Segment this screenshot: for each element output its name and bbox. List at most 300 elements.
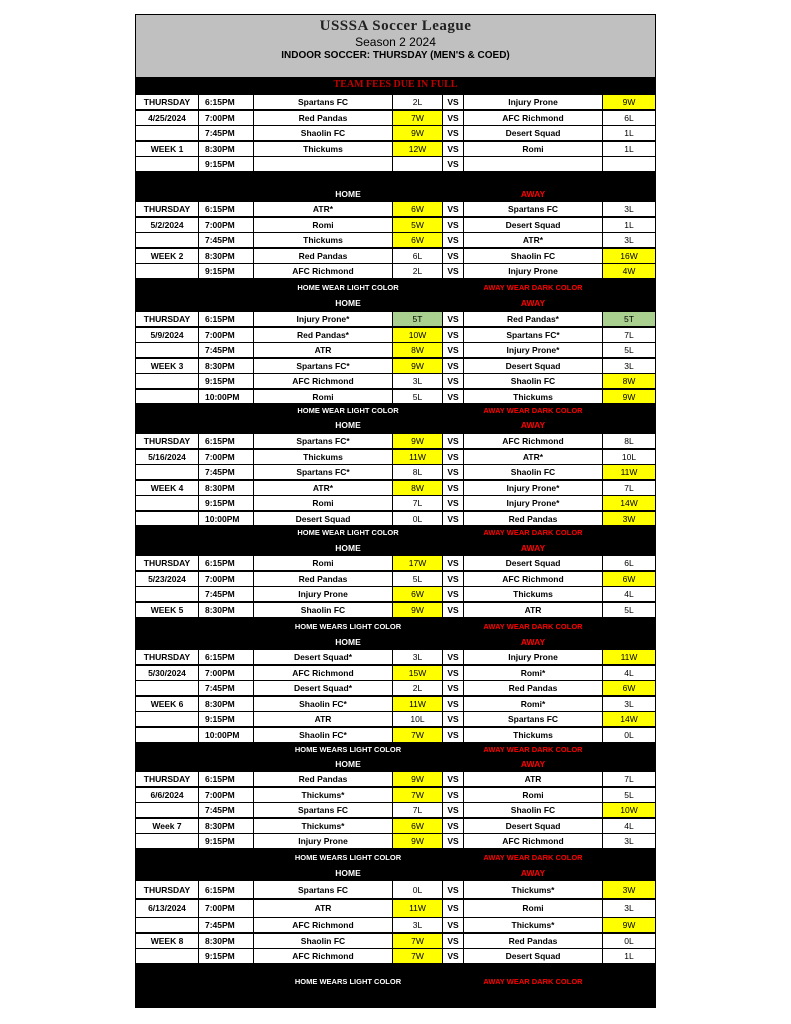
home-team: Spartans FC <box>254 803 392 817</box>
game-time: 8:30PM <box>199 249 253 263</box>
game-time: 7:00PM <box>199 111 253 125</box>
home-team: Spartans FC <box>254 95 392 109</box>
vs-label: VS <box>443 343 463 357</box>
week-info-cell <box>136 949 198 963</box>
vs-label: VS <box>443 681 463 695</box>
week-info-cell <box>136 512 198 526</box>
away-score: 5L <box>603 603 655 617</box>
week-info-cell <box>136 126 198 140</box>
game-row <box>136 481 655 495</box>
away-team: Desert Squad <box>464 218 602 232</box>
home-away-header-left: HOME <box>335 868 361 878</box>
home-away-header-left: HOME <box>335 543 361 553</box>
game-time: 6:15PM <box>199 772 253 786</box>
game-row <box>136 95 655 109</box>
vs-label: VS <box>443 126 463 140</box>
away-team: Injury Prone* <box>464 481 602 495</box>
game-time: 6:15PM <box>199 202 253 216</box>
game-row <box>136 465 655 479</box>
week-week: WEEK 4 <box>136 481 198 495</box>
home-score: 9W <box>393 126 442 140</box>
game-row <box>136 712 655 726</box>
week-week: WEEK 1 <box>136 142 198 156</box>
home-score: 6L <box>393 249 442 263</box>
vs-label: VS <box>443 249 463 263</box>
home-away-header <box>136 866 655 880</box>
game-row <box>136 681 655 695</box>
away-team: Red Pandas* <box>464 312 602 326</box>
color-note-band <box>136 280 655 294</box>
home-score: 8L <box>393 465 442 479</box>
home-team: Desert Squad* <box>254 681 392 695</box>
week-day: THURSDAY <box>136 650 198 664</box>
color-note-band-right: AWAY WEAR DARK COLOR <box>483 976 583 986</box>
vs-label: VS <box>443 556 463 570</box>
week-info-cell <box>136 465 198 479</box>
away-team: Shaolin FC <box>464 374 602 388</box>
away-score: 3W <box>603 881 655 898</box>
league-title: USSSA Soccer League <box>319 18 472 34</box>
game-time: 8:30PM <box>199 142 253 156</box>
vs-label: VS <box>443 202 463 216</box>
away-score: 4L <box>603 819 655 833</box>
away-score: 0L <box>603 728 655 742</box>
color-note-band-right: AWAY WEAR DARK COLOR <box>483 852 583 862</box>
home-score: 11W <box>393 900 442 917</box>
away-team: AFC Richmond <box>464 572 602 586</box>
home-team: Romi <box>254 556 392 570</box>
game-time: 7:45PM <box>199 233 253 247</box>
vs-label: VS <box>443 359 463 373</box>
away-score: 3L <box>603 233 655 247</box>
away-team: Desert Squad <box>464 359 602 373</box>
game-time: 9:15PM <box>199 496 253 510</box>
away-score: 9W <box>603 918 655 932</box>
vs-label: VS <box>443 218 463 232</box>
color-note-band-right: AWAY WEAR DARK COLOR <box>483 527 583 537</box>
game-row <box>136 233 655 247</box>
vs-label: VS <box>443 142 463 156</box>
away-team: Injury Prone <box>464 264 602 278</box>
away-team: Romi* <box>464 666 602 680</box>
week-info-cell <box>136 496 198 510</box>
game-time: 9:15PM <box>199 834 253 848</box>
game-row <box>136 374 655 388</box>
week-date: 5/2/2024 <box>136 218 198 232</box>
game-time: 9:15PM <box>199 949 253 963</box>
home-team: Thickums <box>254 142 392 156</box>
game-row <box>136 512 655 526</box>
week-week: Week 7 <box>136 819 198 833</box>
game-row <box>136 496 655 510</box>
game-row <box>136 111 655 125</box>
away-team: Desert Squad <box>464 819 602 833</box>
home-team: Desert Squad <box>254 512 392 526</box>
game-row <box>136 803 655 817</box>
game-row <box>136 834 655 848</box>
game-row <box>136 666 655 680</box>
game-row <box>136 572 655 586</box>
away-score: 6W <box>603 681 655 695</box>
away-team: Red Pandas <box>464 934 602 948</box>
home-score <box>393 157 442 171</box>
away-team: Injury Prone <box>464 650 602 664</box>
away-team: ATR <box>464 603 602 617</box>
color-note-band-left: HOME WEAR LIGHT COLOR <box>297 527 399 537</box>
vs-label: VS <box>443 264 463 278</box>
game-time: 6:15PM <box>199 434 253 448</box>
away-team: Thickums* <box>464 881 602 898</box>
vs-label: VS <box>443 312 463 326</box>
game-row <box>136 218 655 232</box>
home-score: 6W <box>393 202 442 216</box>
home-team: Thickums* <box>254 788 392 802</box>
game-row <box>136 819 655 833</box>
vs-label: VS <box>443 728 463 742</box>
home-score: 9W <box>393 434 442 448</box>
home-away-header <box>136 757 655 771</box>
away-team: Desert Squad <box>464 126 602 140</box>
week-day: THURSDAY <box>136 312 198 326</box>
game-time: 6:15PM <box>199 650 253 664</box>
home-score: 8W <box>393 481 442 495</box>
away-score: 5L <box>603 788 655 802</box>
week-info-cell <box>136 728 198 742</box>
home-team: ATR <box>254 900 392 917</box>
game-time: 8:30PM <box>199 359 253 373</box>
home-away-header-right: AWAY <box>520 637 546 647</box>
vs-label: VS <box>443 512 463 526</box>
home-away-header-left: HOME <box>335 637 361 647</box>
color-note-band-left: HOME WEARS LIGHT COLOR <box>294 744 402 754</box>
home-team: Spartans FC* <box>254 359 392 373</box>
game-time: 7:45PM <box>199 587 253 601</box>
home-score: 9W <box>393 603 442 617</box>
vs-label: VS <box>443 881 463 898</box>
game-time: 6:15PM <box>199 95 253 109</box>
game-row <box>136 328 655 342</box>
color-note-band-left: HOME WEAR LIGHT COLOR <box>297 282 399 292</box>
vs-label: VS <box>443 819 463 833</box>
game-row <box>136 772 655 786</box>
home-team: AFC Richmond <box>254 666 392 680</box>
away-team: Desert Squad <box>464 556 602 570</box>
away-team: Spartans FC* <box>464 328 602 342</box>
vs-label: VS <box>443 834 463 848</box>
vs-label: VS <box>443 949 463 963</box>
home-score: 11W <box>393 697 442 711</box>
away-score: 3W <box>603 512 655 526</box>
home-away-header <box>136 541 655 555</box>
away-team: Shaolin FC <box>464 803 602 817</box>
home-team: AFC Richmond <box>254 918 392 932</box>
week-day: THURSDAY <box>136 881 198 898</box>
week-week: WEEK 2 <box>136 249 198 263</box>
home-team: Red Pandas <box>254 111 392 125</box>
away-score: 7L <box>603 481 655 495</box>
vs-label: VS <box>443 697 463 711</box>
away-score: 10L <box>603 450 655 464</box>
home-team: Red Pandas <box>254 249 392 263</box>
away-team: Shaolin FC <box>464 249 602 263</box>
color-note-band <box>136 850 655 864</box>
week-day: THURSDAY <box>136 556 198 570</box>
away-score: 5L <box>603 343 655 357</box>
game-row <box>136 697 655 711</box>
game-row <box>136 728 655 742</box>
vs-label: VS <box>443 328 463 342</box>
schedule-sheet <box>135 14 656 1008</box>
away-score: 6L <box>603 556 655 570</box>
game-time: 8:30PM <box>199 481 253 495</box>
game-time: 7:00PM <box>199 666 253 680</box>
home-score: 9W <box>393 772 442 786</box>
away-team: Thickums* <box>464 918 602 932</box>
home-score: 0L <box>393 512 442 526</box>
season-label: Season 2 2024 <box>355 35 436 49</box>
home-team: AFC Richmond <box>254 949 392 963</box>
home-team: Injury Prone <box>254 834 392 848</box>
color-note-band-right: AWAY WEAR DARK COLOR <box>483 282 583 292</box>
away-team: Romi <box>464 900 602 917</box>
game-row <box>136 390 655 404</box>
game-row <box>136 900 655 917</box>
away-team: Romi <box>464 142 602 156</box>
home-away-header-right: AWAY <box>520 189 546 199</box>
vs-label: VS <box>443 434 463 448</box>
home-team: Injury Prone <box>254 587 392 601</box>
away-team: Thickums <box>464 728 602 742</box>
home-score: 3L <box>393 918 442 932</box>
away-team: Spartans FC <box>464 202 602 216</box>
home-score: 9W <box>393 834 442 848</box>
game-time: 7:00PM <box>199 450 253 464</box>
week-info-cell <box>136 587 198 601</box>
division-label: INDOOR SOCCER: THURSDAY (MEN'S & COED) <box>281 50 510 61</box>
game-row <box>136 881 655 898</box>
game-time: 7:45PM <box>199 126 253 140</box>
away-team: Romi* <box>464 697 602 711</box>
game-time: 7:45PM <box>199 918 253 932</box>
game-row <box>136 434 655 448</box>
game-time: 9:15PM <box>199 712 253 726</box>
away-score: 1L <box>603 949 655 963</box>
away-score: 8L <box>603 434 655 448</box>
home-score: 0L <box>393 881 442 898</box>
vs-label: VS <box>443 374 463 388</box>
home-away-header-right: AWAY <box>520 420 546 430</box>
home-score: 7L <box>393 496 442 510</box>
away-score: 16W <box>603 249 655 263</box>
away-score: 9W <box>603 95 655 109</box>
week-date: 5/9/2024 <box>136 328 198 342</box>
vs-label: VS <box>443 390 463 404</box>
away-team: Injury Prone* <box>464 496 602 510</box>
color-note-band-left: HOME WEARS LIGHT COLOR <box>294 976 402 986</box>
game-row <box>136 650 655 664</box>
vs-label: VS <box>443 603 463 617</box>
vs-label: VS <box>443 481 463 495</box>
game-time: 8:30PM <box>199 603 253 617</box>
game-time: 7:00PM <box>199 328 253 342</box>
away-score: 11W <box>603 650 655 664</box>
home-score: 11W <box>393 450 442 464</box>
game-time: 9:15PM <box>199 264 253 278</box>
color-note-band <box>136 742 655 756</box>
away-team: Thickums <box>464 390 602 404</box>
home-away-header-right: AWAY <box>520 543 546 553</box>
home-score: 12W <box>393 142 442 156</box>
game-time: 9:15PM <box>199 374 253 388</box>
game-row <box>136 450 655 464</box>
vs-label: VS <box>443 650 463 664</box>
week-info-cell <box>136 157 198 171</box>
fees-notice: TEAM FEES DUE IN FULL <box>136 77 655 93</box>
week-date: 5/30/2024 <box>136 666 198 680</box>
home-score: 7W <box>393 111 442 125</box>
game-row <box>136 126 655 140</box>
vs-label: VS <box>443 450 463 464</box>
game-time: 8:30PM <box>199 819 253 833</box>
game-row <box>136 603 655 617</box>
home-team: Desert Squad* <box>254 650 392 664</box>
away-team: Thickums <box>464 587 602 601</box>
week-week: WEEK 6 <box>136 697 198 711</box>
week-day: THURSDAY <box>136 95 198 109</box>
game-row <box>136 949 655 963</box>
vs-label: VS <box>443 572 463 586</box>
color-note-band-right: AWAY WEAR DARK COLOR <box>483 744 583 754</box>
home-score: 17W <box>393 556 442 570</box>
week-week: WEEK 3 <box>136 359 198 373</box>
home-score: 10W <box>393 328 442 342</box>
game-time: 10:00PM <box>199 512 253 526</box>
away-score: 6L <box>603 111 655 125</box>
home-away-header <box>136 418 655 432</box>
vs-label: VS <box>443 803 463 817</box>
game-row <box>136 359 655 373</box>
game-time: 7:00PM <box>199 572 253 586</box>
game-time: 7:00PM <box>199 788 253 802</box>
week-date: 4/25/2024 <box>136 111 198 125</box>
game-row <box>136 587 655 601</box>
away-score: 3L <box>603 834 655 848</box>
home-score: 2L <box>393 681 442 695</box>
week-date: 5/23/2024 <box>136 572 198 586</box>
away-score: 9W <box>603 390 655 404</box>
home-score: 3L <box>393 374 442 388</box>
game-time: 7:45PM <box>199 465 253 479</box>
home-team: Romi <box>254 496 392 510</box>
away-score: 14W <box>603 712 655 726</box>
home-team: AFC Richmond <box>254 264 392 278</box>
home-team: Shaolin FC <box>254 126 392 140</box>
home-away-header <box>136 296 655 309</box>
away-score: 4W <box>603 264 655 278</box>
vs-label: VS <box>443 496 463 510</box>
vs-label: VS <box>443 772 463 786</box>
week-date: 6/13/2024 <box>136 900 198 917</box>
home-team: ATR <box>254 712 392 726</box>
game-row <box>136 556 655 570</box>
home-score: 2L <box>393 95 442 109</box>
week-info-cell <box>136 712 198 726</box>
color-note-band <box>136 972 655 990</box>
away-score: 3L <box>603 202 655 216</box>
game-time: 7:45PM <box>199 803 253 817</box>
home-score: 7L <box>393 803 442 817</box>
schedule-header <box>136 15 655 77</box>
color-note-band-left: HOME WEAR LIGHT COLOR <box>297 405 399 415</box>
home-score: 6W <box>393 233 442 247</box>
game-row <box>136 249 655 263</box>
home-team: Shaolin FC <box>254 603 392 617</box>
away-score: 10W <box>603 803 655 817</box>
away-score: 3L <box>603 359 655 373</box>
away-score: 0L <box>603 934 655 948</box>
away-team: AFC Richmond <box>464 434 602 448</box>
game-row <box>136 142 655 156</box>
game-time: 10:00PM <box>199 728 253 742</box>
color-note-band-right: AWAY WEAR DARK COLOR <box>483 405 583 415</box>
week-info-cell <box>136 390 198 404</box>
home-team: Shaolin FC <box>254 934 392 948</box>
home-team: ATR* <box>254 481 392 495</box>
game-row <box>136 788 655 802</box>
game-row <box>136 157 655 171</box>
away-score: 7L <box>603 328 655 342</box>
home-score: 6W <box>393 819 442 833</box>
game-time: 6:15PM <box>199 312 253 326</box>
vs-label: VS <box>443 712 463 726</box>
home-away-header-right: AWAY <box>520 297 546 308</box>
home-away-header-left: HOME <box>335 420 361 430</box>
week-info-cell <box>136 918 198 932</box>
vs-label: VS <box>443 900 463 917</box>
home-score: 15W <box>393 666 442 680</box>
home-team: ATR* <box>254 202 392 216</box>
home-team: Spartans FC* <box>254 434 392 448</box>
home-team: Shaolin FC* <box>254 697 392 711</box>
home-away-header-right: AWAY <box>520 868 546 878</box>
game-time: 8:30PM <box>199 934 253 948</box>
home-team: Thickums <box>254 450 392 464</box>
home-score: 7W <box>393 949 442 963</box>
away-score: 11W <box>603 465 655 479</box>
vs-label: VS <box>443 587 463 601</box>
away-score: 1L <box>603 218 655 232</box>
week-info-cell <box>136 233 198 247</box>
home-team: Spartans FC <box>254 881 392 898</box>
home-team: Red Pandas* <box>254 328 392 342</box>
vs-label: VS <box>443 666 463 680</box>
home-score: 10L <box>393 712 442 726</box>
week-day: THURSDAY <box>136 202 198 216</box>
vs-label: VS <box>443 95 463 109</box>
away-score: 14W <box>603 496 655 510</box>
away-team: Red Pandas <box>464 512 602 526</box>
home-score: 6W <box>393 587 442 601</box>
vs-label: VS <box>443 788 463 802</box>
home-away-header-right: AWAY <box>520 759 546 769</box>
vs-label: VS <box>443 934 463 948</box>
home-team: Red Pandas <box>254 772 392 786</box>
week-week: WEEK 5 <box>136 603 198 617</box>
vs-label: VS <box>443 111 463 125</box>
vs-label: VS <box>443 157 463 171</box>
game-time: 8:30PM <box>199 697 253 711</box>
home-score: 9W <box>393 359 442 373</box>
